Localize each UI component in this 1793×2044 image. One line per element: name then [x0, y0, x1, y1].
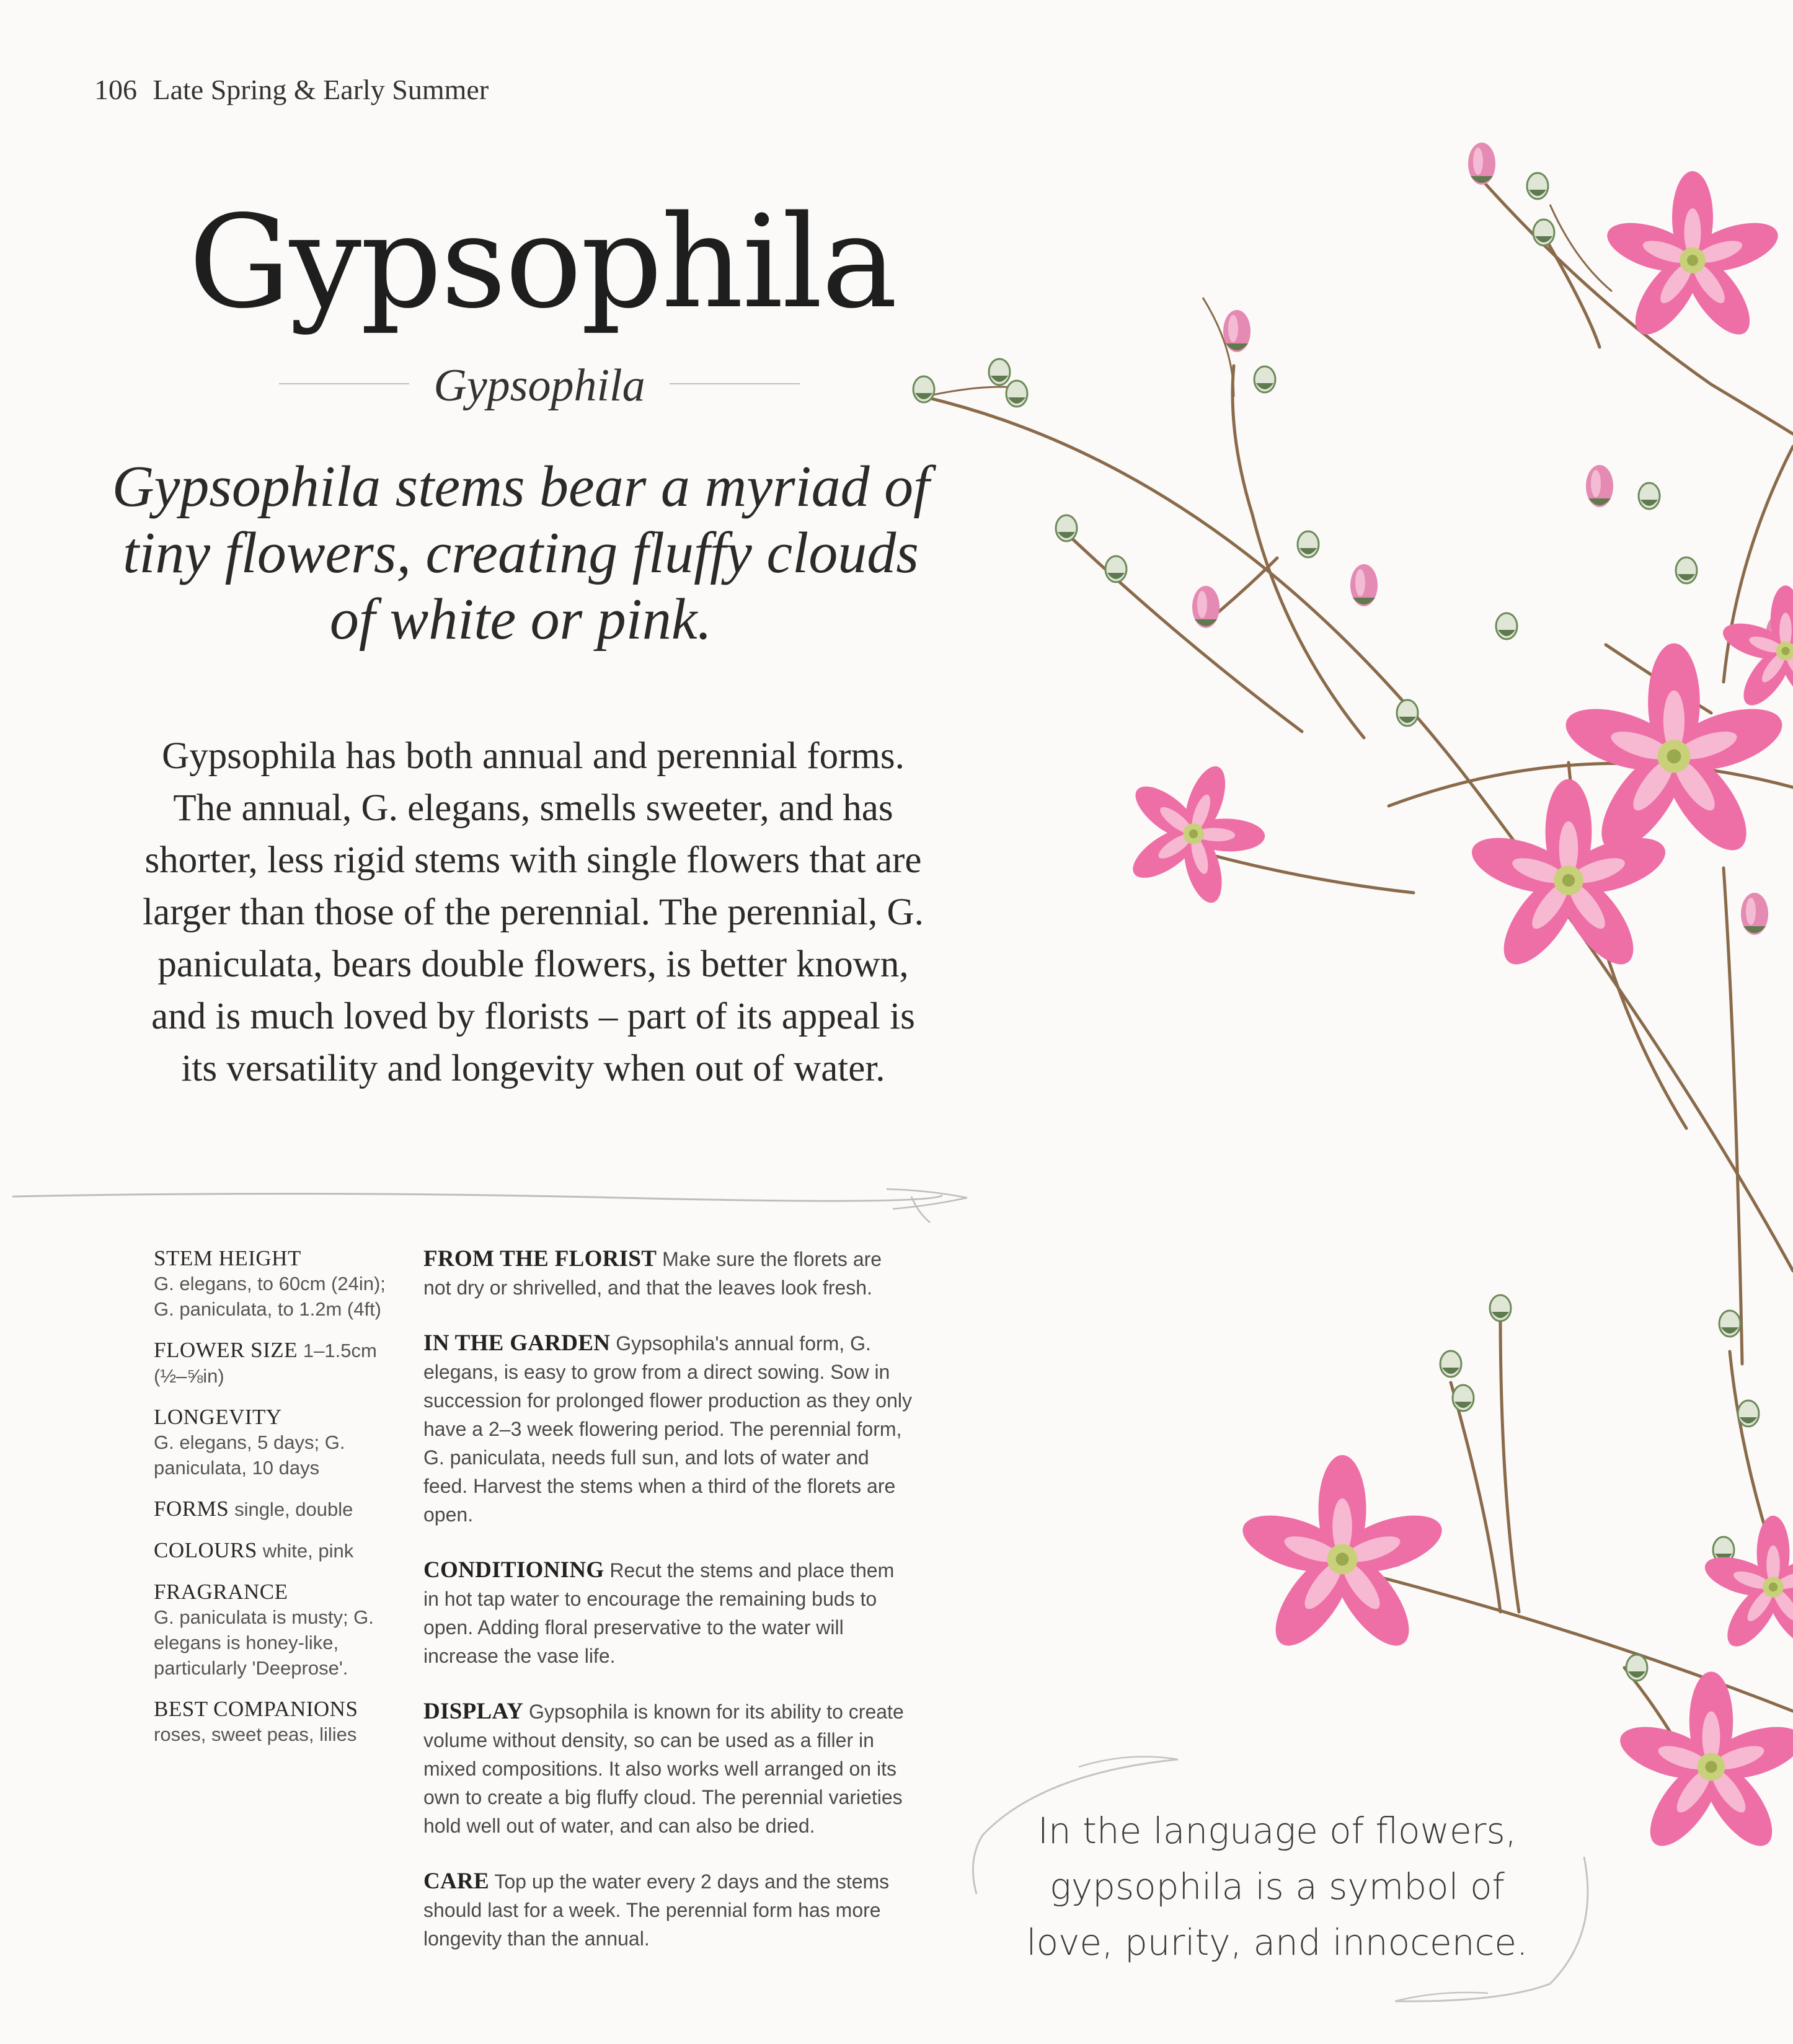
- running-head: [94, 73, 489, 106]
- care-column: [423, 1245, 913, 1980]
- fact-label: BEST COMPANIONS: [154, 1697, 358, 1721]
- fact-stem-height: [154, 1246, 402, 1322]
- latin-name-row: [273, 360, 806, 409]
- fact-label: FORMS: [154, 1497, 229, 1521]
- section-conditioning: [423, 1556, 913, 1670]
- intro-paragraph: Gypsophila has both annual and perennial forms. The annual, G. elegans, smells sweeter, and has shorter, less rigid stems with single flowers that are larger than those of the perennial. The perennial, G. paniculata, bears double flowers, is better known, and is much loved by florists – part of its appeal is its versatility and longevity when out of water.: [143, 735, 924, 1089]
- fact-colours: [154, 1538, 402, 1564]
- section-heading: CONDITIONING: [423, 1557, 604, 1583]
- fact-label: FLOWER SIZE: [154, 1338, 298, 1362]
- section-heading: CARE: [423, 1869, 490, 1894]
- section-display: [423, 1697, 913, 1840]
- fact-longevity: [154, 1405, 402, 1480]
- section-care: [423, 1867, 913, 1953]
- fact-flower-size: [154, 1338, 402, 1389]
- section-heading: FROM THE FLORIST: [423, 1246, 657, 1272]
- fact-fragrance: [154, 1580, 402, 1681]
- fact-value: G. elegans, 5 days; G. paniculata, 10 days: [154, 1431, 345, 1479]
- section-heading: DISPLAY: [423, 1699, 524, 1724]
- pull-quote: In the language of flowers, gypsophila is a symbol of love, purity, and innocence.: [1026, 1810, 1528, 1963]
- fact-forms: [154, 1497, 402, 1522]
- section-text: Gypsophila is known for its ability to create volume without density, so can be used as a filler in mixed compositions. It also works well arranged on its own to create a big fluffy cloud. The perennial varieties hold well out of water, and can also be dried.: [423, 1701, 904, 1837]
- fact-value: 1–1.5cm (½–⅝in): [154, 1340, 377, 1387]
- fact-label: STEM HEIGHT: [154, 1246, 301, 1270]
- page-title: Gypsophila: [188, 188, 896, 337]
- facts-column: [154, 1246, 402, 1763]
- page-number: 106: [94, 74, 137, 105]
- fact-label: FRAGRANCE: [154, 1580, 288, 1604]
- fact-value: roses, sweet peas, lilies: [154, 1723, 357, 1745]
- tagline: Gypsophila stems bear a myriad of tiny flowers, creating fluffy clouds of white or pink.: [112, 454, 930, 652]
- fact-value: single, double: [234, 1498, 353, 1520]
- fact-value: white, pink: [262, 1540, 354, 1562]
- fact-best-companions: [154, 1697, 402, 1747]
- section-title: Late Spring & Early Summer: [153, 74, 489, 105]
- section-text: Top up the water every 2 days and the stems should last for a week. The perennial form has more longevity than the annual.: [423, 1870, 890, 1950]
- fact-value: G. elegans, to 60cm (24in); G. paniculata, to 1.2m (4ft): [154, 1273, 386, 1320]
- section-text: Recut the stems and place them in hot tap water to encourage the remaining buds to open. Adding floral preservative to the water will increase the vase life.: [423, 1559, 895, 1667]
- section-from-the-florist: [423, 1245, 913, 1302]
- fact-label: LONGEVITY: [154, 1405, 282, 1429]
- section-heading: IN THE GARDEN: [423, 1330, 611, 1356]
- latin-name: Gypsophila: [433, 360, 645, 411]
- section-text: Gypsophila's annual form, G. elegans, is easy to grow from a direct sowing. Sow in succession for prolonged flower production as they only have a 2–3 week flowering period. The perennial form, G. paniculata, needs full sun, and lots of water and feed. Harvest the stems when a third of the florets are open.: [423, 1332, 912, 1526]
- fact-value: G. paniculata is musty; G. elegans is honey-like, particularly 'Deeprose'.: [154, 1606, 374, 1679]
- section-in-the-garden: [423, 1329, 913, 1529]
- fact-label: COLOURS: [154, 1538, 257, 1562]
- section-text: Make sure the florets are not dry or shrivelled, and that the leaves look fresh.: [423, 1248, 882, 1299]
